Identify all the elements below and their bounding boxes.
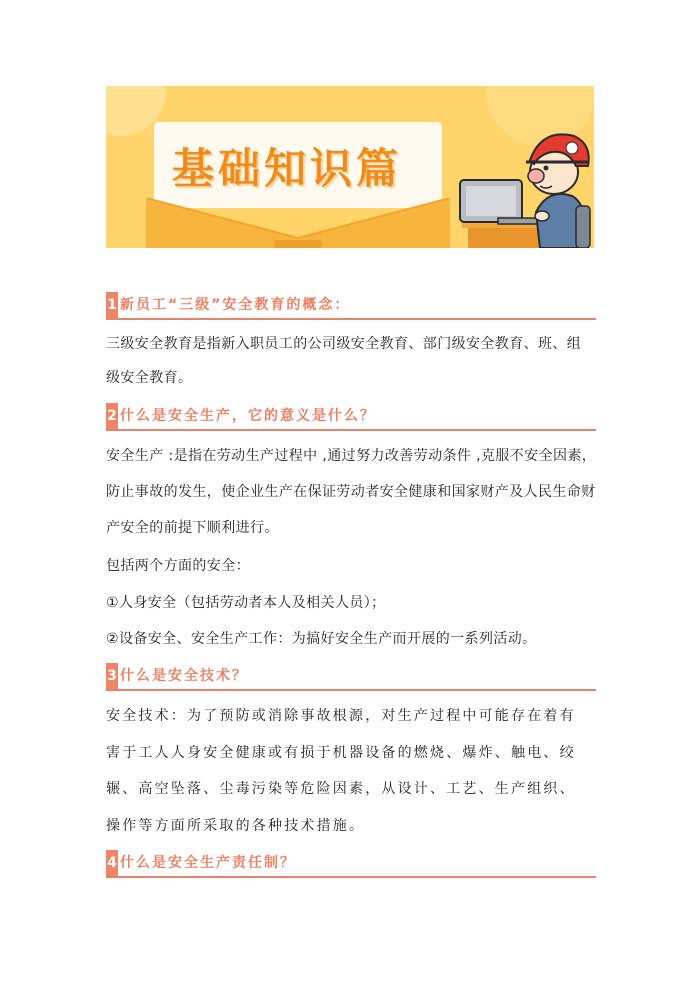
paragraph: ②设备安全、安全生产工作：为搞好安全生产而开展的一系列活动。 [106,631,537,647]
header-banner [106,86,594,248]
section-title: 什么是安全生产责任制？ [120,855,296,871]
section-heading-3 [106,663,596,691]
section-heading-1 [106,292,596,320]
paragraph: 级安全教育。 [106,370,193,386]
paragraph: 产安全的前提下顺利进行。 [106,520,279,536]
banner-title: 基础知识篇 [172,144,403,193]
worker-with-laptop-illustration [456,126,594,248]
section-number: 3 [106,663,118,689]
section-heading-4 [106,850,596,878]
section-title: 新员工“三级”安全教育的概念： [120,297,351,313]
paragraph: 操作等方面所采取的各种技术措施。 [106,818,366,834]
paragraph: ①人身安全（包括劳动者本人及相关人员）； [106,595,386,611]
section-title: 什么是安全技术？ [120,668,248,684]
section-heading-2 [106,403,596,431]
paragraph: 安全技术：为了预防或消除事故根源，对生产过程中可能存在着有 [106,708,576,724]
paragraph: 防止事故的发生，使企业生产在保证劳动者安全健康和国家财产及人民生命财 [106,484,596,500]
section-number: 2 [106,403,118,429]
section-number: 1 [106,292,118,318]
paragraph: 三级安全教育是指新入职员工的公司级安全教育、部门级安全教育、班、组 [106,336,582,352]
section-title: 什么是安全生产，它的意义是什么？ [120,408,376,424]
paragraph: 辗、高空坠落、尘毒污染等危险因素，从设计、工艺、生产组织、 [106,781,576,797]
section-number: 4 [106,850,118,876]
paragraph: 害于工人人身安全健康或有损于机器设备的燃烧、爆炸、触电、绞 [106,745,576,761]
envelope-card [154,122,442,234]
envelope-front [146,198,450,248]
paragraph: 包括两个方面的安全： [106,558,250,574]
paragraph: 安全生产 :是指在劳动生产过程中 ,通过努力改善劳动条件 ,克服不安全因素， [106,448,597,464]
